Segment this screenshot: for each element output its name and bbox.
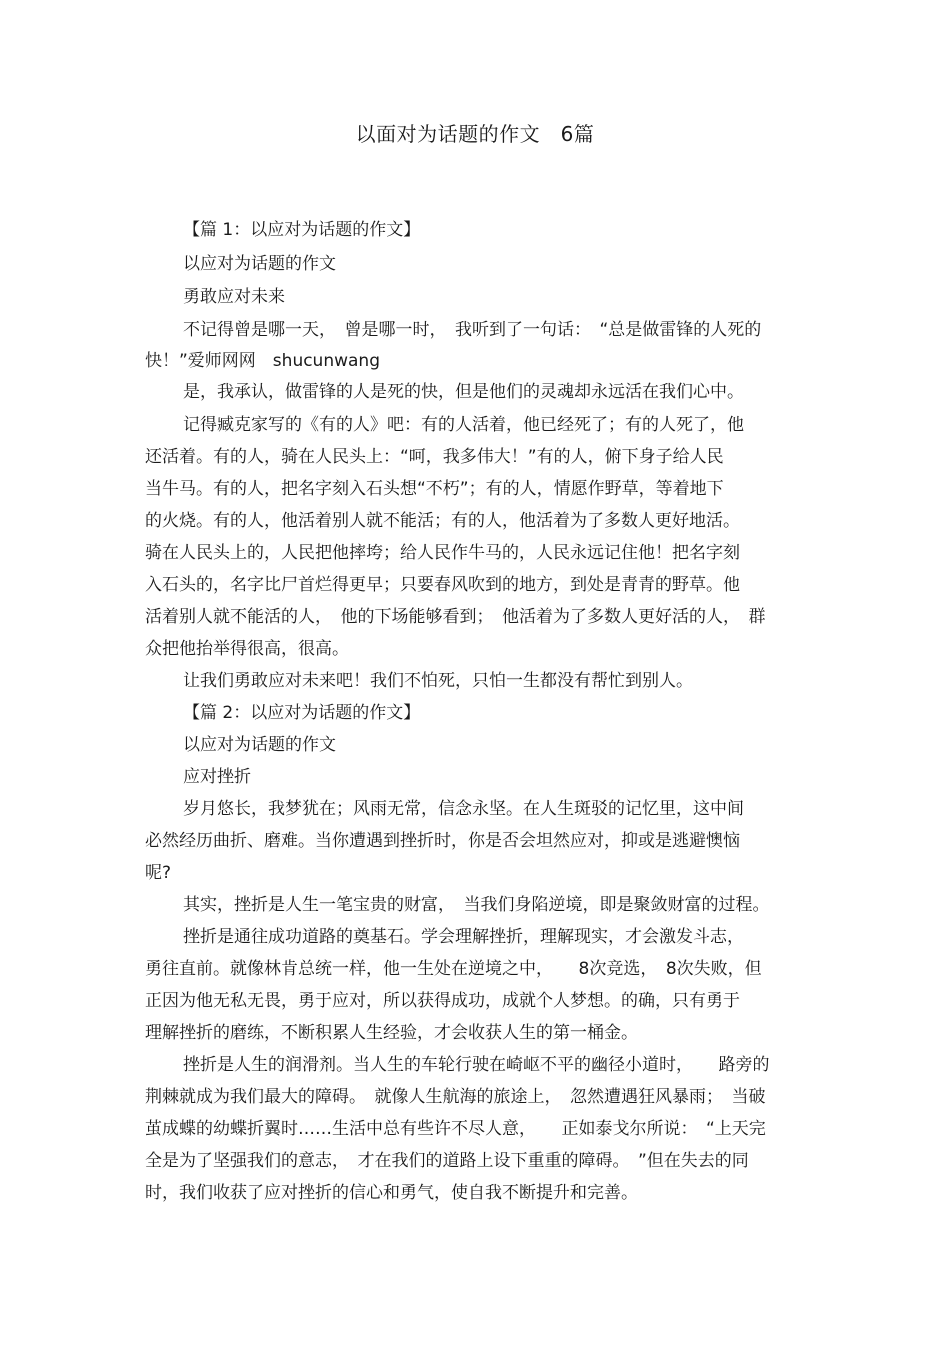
paragraph-line: 记得臧克家写的《有的人》吧：有的人活着，他已经死了；有的人死了，他 — [183, 415, 744, 435]
paragraph-line: 不记得曾是哪一天， 曾是哪一时， 我听到了一句话： “总是做雷锋的人死的 — [183, 320, 762, 340]
paragraph-line: 岁月悠长，我梦犹在；风雨无常，信念永坚。在人生斑驳的记忆里，这中间 — [183, 799, 744, 819]
paragraph-line: 时，我们收获了应对挫折的信心和勇气，使自我不断提升和完善。 — [145, 1183, 638, 1203]
paragraph-line: 当牛马。有的人，把名字刻入石头想“不朽”；有的人，情愿作野草，等着地下 — [145, 479, 724, 499]
essay-title-1: 勇敢应对未来 — [183, 287, 285, 307]
paragraph-line: 理解挫折的磨练，不断积累人生经验，才会收获人生的第一桶金。 — [145, 1023, 638, 1043]
paragraph-line: 茧成蝶的幼蝶折翼时……生活中总有些许不尽人意， 正如泰戈尔所说： “上天完 — [145, 1119, 766, 1139]
document-title: 以面对为话题的作文 6篇 — [355, 122, 595, 146]
essay-title-2: 应对挫折 — [183, 767, 251, 787]
section-heading-2: 【篇 2：以应对为话题的作文】 — [183, 703, 421, 723]
paragraph-line: 骑在人民头上的，人民把他摔垮；给人民作牛马的，人民永远记住他！把名字刻 — [145, 543, 740, 563]
paragraph-line: 荆棘就成为我们最大的障碍。 就像人生航海的旅途上， 忽然遭遇狂风暴雨； 当破 — [145, 1087, 766, 1107]
paragraph-line: 活着别人就不能活的人， 他的下场能够看到； 他活着为了多数人更好活的人， 群 — [145, 607, 766, 627]
paragraph-line: 让我们勇敢应对未来吧！我们不怕死，只怕一生都没有帮忙到别人。 — [183, 671, 693, 691]
section-heading-1: 【篇 1：以应对为话题的作文】 — [183, 220, 421, 240]
paragraph-line: 还活着。有的人，骑在人民头上：“呵，我多伟大！”有的人，俯下身子给人民 — [145, 447, 724, 467]
essay-topic-1: 以应对为话题的作文 — [183, 254, 336, 274]
paragraph-line: 其实，挫折是人生一笔宝贵的财富， 当我们身陷逆境，即是聚敛财富的过程。 — [183, 895, 770, 915]
paragraph-line: 必然经历曲折、磨难。当你遭遇到挫折时，你是否会坦然应对，抑或是逃避懊恼 — [145, 831, 740, 851]
paragraph-line: 勇往直前。就像林肯总统一样，他一生处在逆境之中， 8次竞选， 8次失败，但 — [145, 959, 762, 979]
paragraph-line: 挫折是通往成功道路的奠基石。学会理解挫折，理解现实，才会激发斗志， — [183, 927, 744, 947]
essay-topic-2: 以应对为话题的作文 — [183, 735, 336, 755]
paragraph-line: 正因为他无私无畏，勇于应对，所以获得成功，成就个人梦想。的确，只有勇于 — [145, 991, 740, 1011]
paragraph-line: 呢? — [145, 863, 172, 883]
paragraph-line: 挫折是人生的润滑剂。当人生的车轮行驶在崎岖不平的幽径小道时， 路旁的 — [183, 1055, 770, 1075]
paragraph-line: 全是为了坚强我们的意志， 才在我们的道路上设下重重的障碍。 ”但在失去的同 — [145, 1151, 749, 1171]
paragraph-line: 众把他抬举得很高，很高。 — [145, 639, 349, 659]
paragraph-line: 快！”爱师网网 shucunwang — [145, 351, 380, 371]
paragraph-line: 的火烧。有的人，他活着别人就不能活；有的人，他活着为了多数人更好地活。 — [145, 511, 740, 531]
paragraph-line: 入石头的，名字比尸首烂得更早；只要春风吹到的地方，到处是青青的野草。他 — [145, 575, 740, 595]
paragraph-line: 是，我承认，做雷锋的人是死的快，但是他们的灵魂却永远活在我们心中。 — [183, 382, 744, 402]
